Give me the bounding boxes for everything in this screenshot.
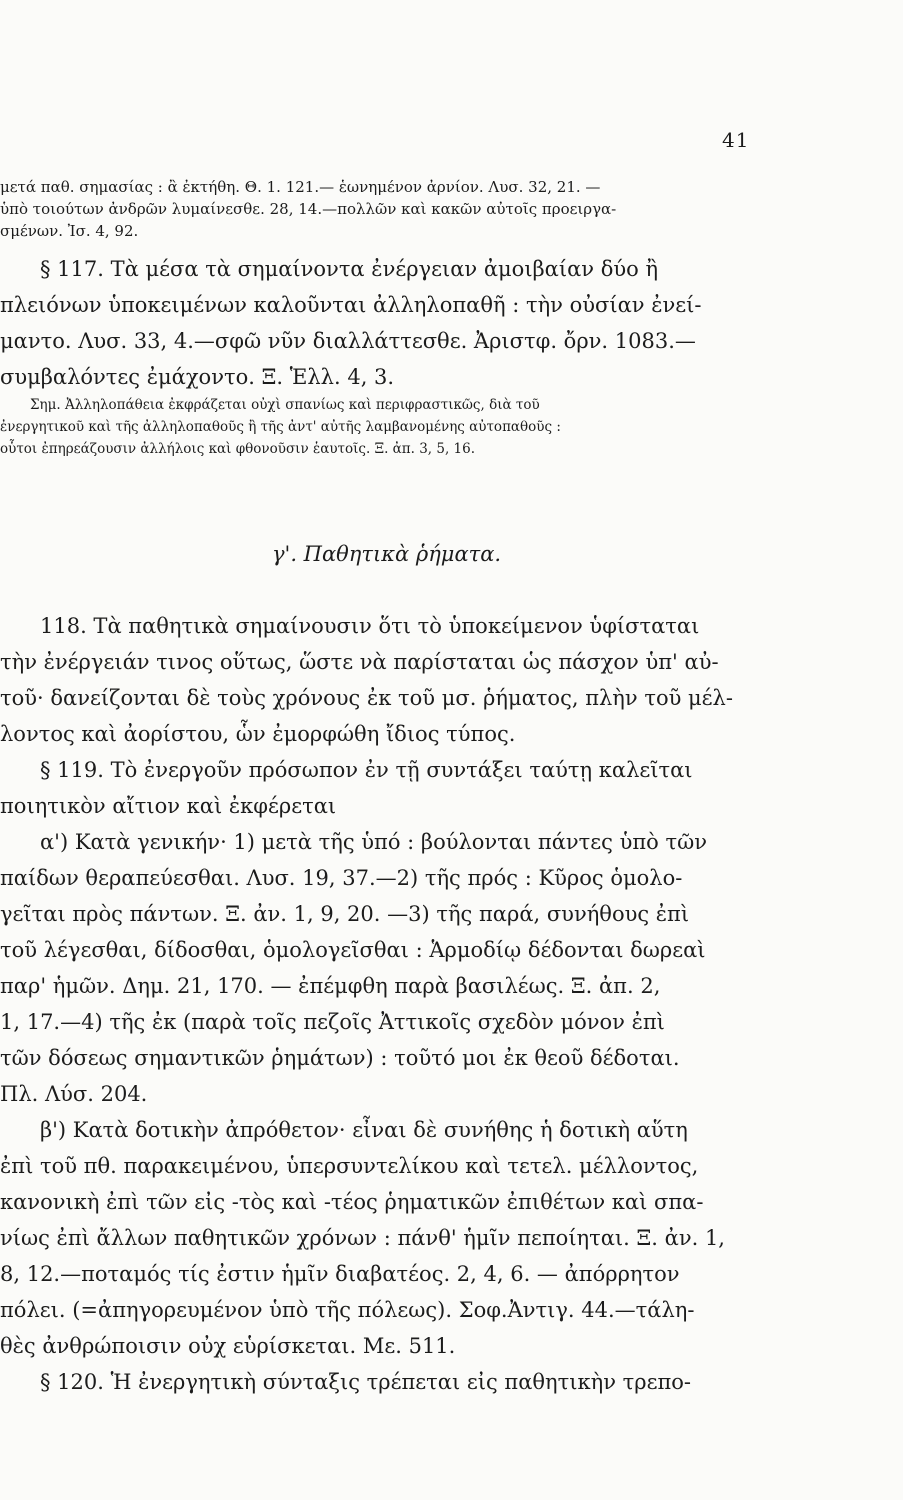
paragraph-line: τοῦ λέγεσθαι, δίδοσθαι, ὁμολογεῖσθαι : Ἁρμοδίῳ δέδονται δωρεαὶ (0, 938, 706, 962)
paragraph-line: πλειόνων ὑποκειμένων καλοῦνται ἀλληλοπαθῆ : τὴν οὐσίαν ἐνεί- (0, 293, 702, 317)
paragraph-line: μαντο. Λυσ. 33, 4.—σφῶ νῦν διαλλάττεσθε. Ἀριστφ. ὄρν. 1083.— (0, 329, 696, 353)
top-note-line: ὑπὸ τοιούτων ἀνδρῶν λυμαίνεσθε. 28, 14.—πολλῶν καὶ κακῶν αὐτοῖς προειργα- (0, 200, 617, 218)
paragraph-line: 1, 17.—4) τῆς ἐκ (παρὰ τοῖς πεζοῖς Ἀττικοῖς σχεδὸν μόνον ἐπὶ (0, 1010, 665, 1034)
note-line: οὗτοι ἐπηρεάζουσιν ἀλλήλοις καὶ φθονοῦσιν ἑαυτοῖς. Ξ. ἀπ. 3, 5, 16. (0, 441, 476, 457)
paragraph-line: 118. Τὰ παθητικὰ σημαίνουσιν ὅτι τὸ ὑποκείμενον ὑφίσταται (40, 614, 700, 638)
paragraph-line: λοντος καὶ ἀορίστου, ὧν ἐμορφώθη ἴδιος τύπος. (0, 722, 516, 746)
paragraph-line: ποιητικὸν αἴτιον καὶ ἐκφέρεται (0, 794, 337, 818)
paragraph-line: Πλ. Λύσ. 204. (0, 1082, 148, 1106)
note-line: Σημ. Ἀλληλοπάθεια ἐκφράζεται οὐχὶ σπανίως καὶ περιφραστικῶς, διὰ τοῦ (30, 397, 540, 413)
paragraph-line: νίως ἐπὶ ἄλλων παθητικῶν χρόνων : πάνθ' ἡμῖν πεποίηται. Ξ. ἀν. 1, (0, 1226, 725, 1250)
paragraph-line: 8, 12.—ποταμός τίς ἐστιν ἡμῖν διαβατέος. 2, 4, 6. — ἀπόρρητον (0, 1262, 680, 1286)
section-heading: γ'. Παθητικὰ ῥήματα. (272, 542, 502, 566)
paragraph-line: § 117. Τὰ μέσα τὰ σημαίνοντα ἐνέργειαν ἀμοιβαίαν δύο ἢ (40, 257, 659, 281)
paragraph-line: α') Κατὰ γενικήν· 1) μετὰ τῆς ὑπό : βούλονται πάντες ὑπὸ τῶν (40, 830, 707, 854)
paragraph-line: θὲς ἀνθρώποισιν οὐχ εὑρίσκεται. Με. 511. (0, 1334, 456, 1358)
paragraph-line: κανονικὴ ἐπὶ τῶν εἰς -τὸς καὶ -τέος ῥηματικῶν ἐπιθέτων καὶ σπα- (0, 1190, 704, 1214)
paragraph-line: γεῖται πρὸς πάντων. Ξ. ἀν. 1, 9, 20. —3) τῆς παρά, συνήθους ἐπὶ (0, 902, 690, 926)
top-note-line: σμένων. Ἰσ. 4, 92. (0, 222, 139, 240)
paragraph-line: ἐπὶ τοῦ πθ. παρακειμένου, ὑπερσυντελίκου καὶ τετελ. μέλλοντος, (0, 1154, 699, 1178)
paragraph-line: τὴν ἐνέργειάν τινος οὕτως, ὥστε νὰ παρίσταται ὡς πάσχον ὑπ' αὐ- (0, 650, 719, 674)
paragraph-line: τῶν δόσεως σημαντικῶν ῥημάτων) : τοῦτό μοι ἐκ θεοῦ δέδοται. (0, 1046, 680, 1070)
page-number: 41 (722, 128, 750, 152)
note-line: ἐνεργητικοῦ καὶ τῆς ἀλληλοπαθοῦς ἢ τῆς ἀντ' αὐτῆς λαμβανομένης αὐτοπαθοῦς : (0, 419, 561, 435)
paragraph-line: β') Κατὰ δοτικὴν ἀπρόθετον· εἶναι δὲ συνήθης ἡ δοτικὴ αὕτη (40, 1118, 688, 1142)
paragraph-line: συμβαλόντες ἐμάχοντο. Ξ. Ἑλλ. 4, 3. (0, 365, 395, 389)
paragraph-line: παρ' ἡμῶν. Δημ. 21, 170. — ἐπέμφθη παρὰ βασιλέως. Ξ. ἀπ. 2, (0, 974, 661, 998)
top-note-line: μετά παθ. σημασίας : ἂ ἐκτήθη. Θ. 1. 121.— ἑωνημένον ἀρνίον. Λυσ. 32, 21. — (0, 178, 601, 196)
paragraph-line: § 119. Τὸ ἐνεργοῦν πρόσωπον ἐν τῇ συντάξει ταύτῃ καλεῖται (40, 758, 693, 782)
paragraph-line: παίδων θεραπεύεσθαι. Λυσ. 19, 37.—2) τῆς πρός : Κῦρος ὁμολο- (0, 866, 683, 890)
paragraph-line: τοῦ· δανείζονται δὲ τοὺς χρόνους ἐκ τοῦ μσ. ῥήματος, πλὴν τοῦ μέλ- (0, 686, 733, 710)
paragraph-line: πόλει. (=ἀπηγορευμένον ὑπὸ τῆς πόλεως). Σοφ.Ἀντιγ. 44.—τάλη- (0, 1298, 695, 1322)
paragraph-line: § 120. Ἡ ἐνεργητικὴ σύνταξις τρέπεται εἰς παθητικὴν τρεπο- (40, 1370, 692, 1394)
